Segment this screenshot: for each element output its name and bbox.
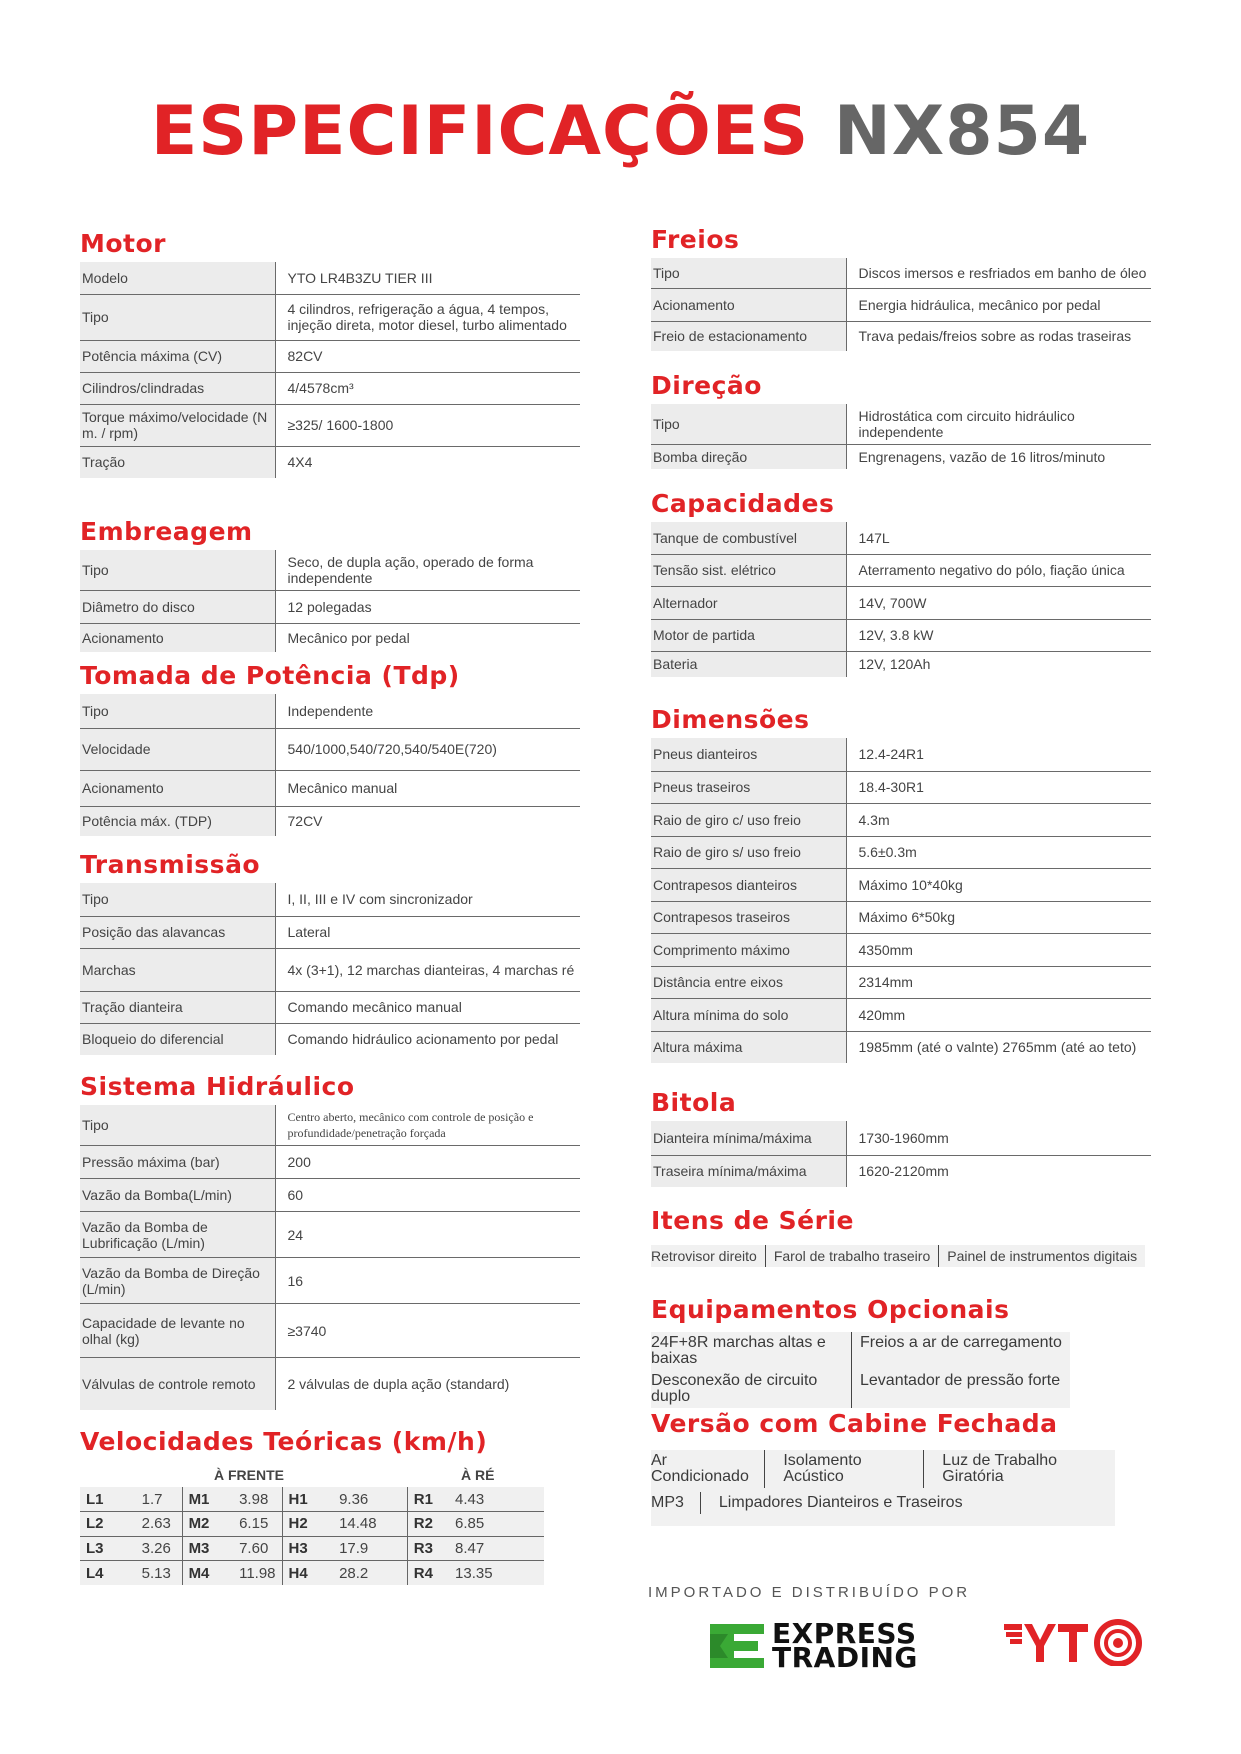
section-velocidades (80, 1424, 580, 1460)
chip-item: Isolamento Acústico (764, 1450, 923, 1488)
spec-key: Velocidade (80, 728, 275, 770)
chip-item: MP3 (651, 1494, 684, 1511)
spec-value: 540/1000,540/720,540/540E(720) (275, 728, 580, 770)
gear-label: M3 (182, 1536, 233, 1561)
spec-key: Tipo (651, 258, 846, 288)
chip-item: Limpadores Dianteiros e Traseiros (700, 1492, 981, 1514)
spec-value: 16 (275, 1258, 580, 1304)
section-heading: Versão com Cabine Fechada (651, 1409, 1058, 1438)
spec-value: 18.4-30R1 (846, 771, 1151, 803)
section-heading: Motor (80, 229, 167, 258)
spec-value: 12.4-24R1 (846, 738, 1151, 771)
spec-key: Tração (80, 446, 275, 478)
gear-label: R1 (407, 1487, 449, 1512)
et-line1: EXPRESS (772, 1617, 917, 1650)
spec-value: 12V, 3.8 kW (846, 619, 1151, 651)
chip-item: Ar Condicionado (651, 1452, 749, 1485)
gear-label: H2 (282, 1512, 333, 1537)
spec-key: Tipo (80, 294, 275, 340)
yto-logo (1004, 1618, 1144, 1671)
spec-key: Altura mínima do solo (651, 998, 846, 1031)
spec-table (80, 550, 580, 652)
spec-key: Potência máx. (TDP) (80, 806, 275, 836)
spec-value: Mecânico por pedal (287, 629, 410, 646)
section-dimensoes (651, 702, 1151, 1063)
spec-value: 147L (846, 522, 1151, 554)
importado-label: IMPORTADO E DISTRIBUÍDO POR (648, 1584, 971, 1601)
spec-value: 4 cilindros, refrigeração a água, 4 tempos, injeção direta, motor diesel, turbo alimentado (275, 294, 580, 340)
spec-key: Tipo (80, 550, 275, 591)
spec-value: Máximo 6*50kg (846, 901, 1151, 933)
spec-key: Motor de partida (651, 619, 846, 651)
spec-value: Aterramento negativo do pólo, fiação única (846, 554, 1151, 586)
title-part1: ESPECIFICAÇÕES (150, 92, 810, 171)
spec-value: ≥3740 (275, 1304, 580, 1358)
gear-speed: 17.9 (333, 1536, 407, 1561)
gear-speed: 6.85 (449, 1512, 544, 1537)
table-row (80, 1512, 544, 1537)
spec-key: Pressão máxima (bar) (80, 1146, 275, 1179)
spec-value: Hidrostática com circuito hidráulico independente (846, 404, 1151, 445)
section-heading: Sistema Hidráulico (80, 1072, 355, 1101)
gear-speed: 8.47 (449, 1536, 544, 1561)
gear-label: L2 (80, 1512, 136, 1537)
spec-key: Traseira mínima/máxima (651, 1155, 846, 1187)
spec-key: Raio de giro s/ uso freio (651, 836, 846, 868)
section-hidraulico (80, 1069, 580, 1410)
gear-speed: 11.98 (233, 1561, 282, 1586)
gear-label: M2 (182, 1512, 233, 1537)
spec-key: Diâmetro do disco (80, 591, 275, 624)
spec-key: Alternador (651, 586, 846, 619)
gear-label: M1 (182, 1487, 233, 1512)
section-tdp (80, 658, 580, 836)
re-label: À RÉ (461, 1467, 495, 1483)
spec-value: 72CV (287, 813, 323, 830)
spec-table (651, 404, 1151, 469)
gear-speed: 28.2 (333, 1561, 407, 1586)
gear-label: H1 (282, 1487, 333, 1512)
spec-value: 4x (3+1), 12 marchas dianteiras, 4 marchas ré (275, 948, 580, 991)
spec-table (651, 738, 1151, 1063)
spec-value: Mecânico manual (275, 770, 580, 806)
spec-table (80, 883, 580, 1055)
chip-item: Retrovisor direito (651, 1248, 757, 1264)
spec-key: Freio de estacionamento (651, 321, 846, 351)
spec-key: Acionamento (651, 288, 846, 321)
spec-key: Tipo (80, 883, 275, 916)
chip-item: Luz de Trabalho Giratória (923, 1450, 1115, 1488)
spec-value: 5.6±0.3m (846, 836, 1151, 868)
spec-key: Dianteira mínima/máxima (651, 1121, 846, 1155)
spec-value: 24 (275, 1212, 580, 1258)
spec-value: 4.3m (846, 803, 1151, 836)
section-motor (80, 226, 580, 478)
spec-value: 2 válvulas de dupla ação (standard) (287, 1375, 510, 1392)
speed-grid (80, 1487, 544, 1585)
spec-value: Lateral (275, 916, 580, 948)
chip-item: Freios a ar de carregamento (851, 1332, 1070, 1370)
spec-value: Máximo 10*40kg (846, 868, 1151, 901)
spec-key: Acionamento (80, 770, 275, 806)
spec-value: 4/4578cm³ (275, 372, 580, 404)
chip-grid (651, 1332, 1070, 1408)
chip-item: Farol de trabalho traseiro (765, 1245, 938, 1267)
spec-key: Pneus traseiros (651, 771, 846, 803)
gear-label: H3 (282, 1536, 333, 1561)
spec-key: Vazão da Bomba de Direção (L/min) (80, 1258, 275, 1304)
express-trading-logo (710, 1617, 918, 1674)
gear-label: L3 (80, 1536, 136, 1561)
gear-speed: 3.98 (233, 1487, 282, 1512)
gear-speed: 14.48 (333, 1512, 407, 1537)
spec-value: YTO LR4B3ZU TIER III (275, 262, 580, 294)
spec-key: Bomba direção (651, 445, 846, 470)
spec-key: Contrapesos traseiros (651, 901, 846, 933)
spec-table (80, 1105, 580, 1410)
spec-table (651, 522, 1151, 677)
spec-key: Comprimento máximo (651, 933, 846, 966)
gear-label: H4 (288, 1564, 308, 1582)
spec-key: Torque máximo/velocidade (N m. / rpm) (80, 404, 275, 446)
gear-speed: 5.13 (136, 1561, 182, 1586)
gear-speed: 1.7 (136, 1487, 182, 1512)
section-capacidades (651, 486, 1151, 677)
spec-key: Tipo (80, 694, 275, 728)
spec-value: ≥325/ 1600-1800 (275, 404, 580, 446)
spec-value: 1620-2120mm (858, 1163, 949, 1180)
spec-value: 2314mm (846, 966, 1151, 998)
spec-value: Energia hidráulica, mecânico por pedal (846, 288, 1151, 321)
spec-key: Capacidade de levante no olhal (kg) (80, 1304, 275, 1358)
spec-value: 420mm (846, 998, 1151, 1031)
spec-key: Contrapesos dianteiros (651, 868, 846, 901)
chip-grid (651, 1450, 1115, 1526)
spec-key: Raio de giro c/ uso freio (651, 803, 846, 836)
section-embreagem (80, 514, 580, 652)
chip-list (651, 1245, 1145, 1267)
section-itens-serie (651, 1203, 1171, 1267)
spec-key: Acionamento (80, 624, 275, 652)
spec-value: 12V, 120Ah (858, 656, 931, 673)
chip-item: Desconexão de circuito duplo (651, 1372, 818, 1405)
spec-value: Independente (275, 694, 580, 728)
section-heading: Velocidades Teóricas (km/h) (80, 1427, 488, 1456)
page-title (0, 92, 1241, 171)
gear-speed: 9.36 (333, 1487, 407, 1512)
spec-value: Comando mecânico manual (275, 991, 580, 1023)
spec-key: Modelo (80, 262, 275, 294)
section-freios (651, 222, 1151, 351)
spec-table (80, 694, 580, 836)
gear-label: R2 (407, 1512, 449, 1537)
section-heading: Bitola (651, 1088, 737, 1117)
spec-value: Discos imersos e resfriados em banho de óleo (846, 258, 1151, 288)
gear-label: M4 (188, 1564, 210, 1582)
section-heading: Freios (651, 225, 740, 254)
spec-table (651, 1121, 1151, 1187)
spec-value: Centro aberto, mecânico com controle de posição e profundidade/penetração forçada (275, 1105, 580, 1146)
spec-value: 14V, 700W (846, 586, 1151, 619)
spec-key: Tensão sist. elétrico (651, 554, 846, 586)
spec-value: Engrenagens, vazão de 16 litros/minuto (858, 449, 1106, 465)
section-transmissao (80, 847, 580, 1055)
spec-key: Altura máxima (651, 1031, 846, 1063)
gear-speed: 6.15 (233, 1512, 282, 1537)
spec-key: Válvulas de controle remoto (80, 1358, 275, 1410)
table-row (80, 1487, 544, 1512)
spec-value: 4350mm (846, 933, 1151, 966)
gear-label: R3 (407, 1536, 449, 1561)
spec-value: Seco, de dupla ação, operado de forma independente (275, 550, 580, 591)
section-heading: Itens de Série (651, 1206, 854, 1235)
spec-value: Trava pedais/freios sobre as rodas traseiras (858, 328, 1132, 345)
et-line2: TRADING (772, 1641, 918, 1674)
spec-key: Tipo (80, 1105, 275, 1146)
gear-speed: 7.60 (233, 1536, 282, 1561)
gear-speed: 2.63 (136, 1512, 182, 1537)
spec-value: 1985mm (até o valnte) 2765mm (até ao teto) (858, 1039, 1137, 1056)
spec-value: 4X4 (287, 454, 313, 471)
gear-speed: 4.43 (449, 1487, 544, 1512)
chip-item: Painel de instrumentos digitais (938, 1245, 1145, 1267)
spec-value: 200 (275, 1146, 580, 1179)
section-heading: Direção (651, 371, 762, 400)
section-heading: Capacidades (651, 489, 835, 518)
title-part2: NX854 (833, 92, 1091, 171)
section-heading: Equipamentos Opcionais (651, 1295, 1010, 1324)
spec-key: Bateria (651, 651, 846, 677)
spec-value: 82CV (275, 340, 580, 372)
gear-label: L4 (86, 1564, 104, 1582)
spec-value: 60 (275, 1179, 580, 1212)
gear-speed: 3.26 (136, 1536, 182, 1561)
spec-value: 1730-1960mm (846, 1121, 1151, 1155)
gear-label: L1 (80, 1487, 136, 1512)
section-heading: Dimensões (651, 705, 810, 734)
spec-value: 12 polegadas (275, 591, 580, 624)
table-row (80, 1536, 544, 1561)
spec-key: Tipo (651, 404, 846, 445)
chip-item: Levantador de pressão forte (851, 1370, 1068, 1408)
spec-key: Marchas (80, 948, 275, 991)
gear-label: R4 (413, 1564, 433, 1582)
spec-key: Pneus dianteiros (651, 738, 846, 771)
section-direcao (651, 368, 1151, 469)
frente-label: À FRENTE (214, 1467, 284, 1483)
velocidades-table (80, 1467, 544, 1585)
spec-key: Vazão da Bomba de Lubrificação (L/min) (80, 1212, 275, 1258)
section-heading: Embreagem (80, 517, 253, 546)
chip-item: 24F+8R marchas altas e baixas (651, 1334, 826, 1367)
spec-table (80, 262, 580, 478)
table-row (80, 1561, 544, 1586)
section-bitola (651, 1085, 1151, 1187)
spec-key: Cilindros/clindradas (80, 372, 275, 404)
spec-key: Bloqueio do diferencial (80, 1023, 275, 1055)
section-heading: Transmissão (80, 850, 261, 879)
spec-key: Distância entre eixos (651, 966, 846, 998)
spec-value: I, II, III e IV com sincronizador (275, 883, 580, 916)
spec-table (651, 258, 1151, 351)
yto-mark-icon (1004, 1618, 1144, 1666)
spec-key: Vazão da Bomba(L/min) (80, 1179, 275, 1212)
spec-key: Posição das alavancas (80, 916, 275, 948)
gear-speed: 13.35 (455, 1564, 493, 1582)
express-trading-mark-icon (710, 1624, 764, 1668)
section-heading: Tomada de Potência (Tdp) (80, 661, 460, 690)
spec-value: Comando hidráulico acionamento por pedal (287, 1031, 559, 1048)
spec-key: Tanque de combustível (651, 522, 846, 554)
section-cabine (651, 1406, 1171, 1526)
spec-key: Potência máxima (CV) (80, 340, 275, 372)
section-opcionais (651, 1292, 1171, 1408)
spec-key: Tração dianteira (80, 991, 275, 1023)
